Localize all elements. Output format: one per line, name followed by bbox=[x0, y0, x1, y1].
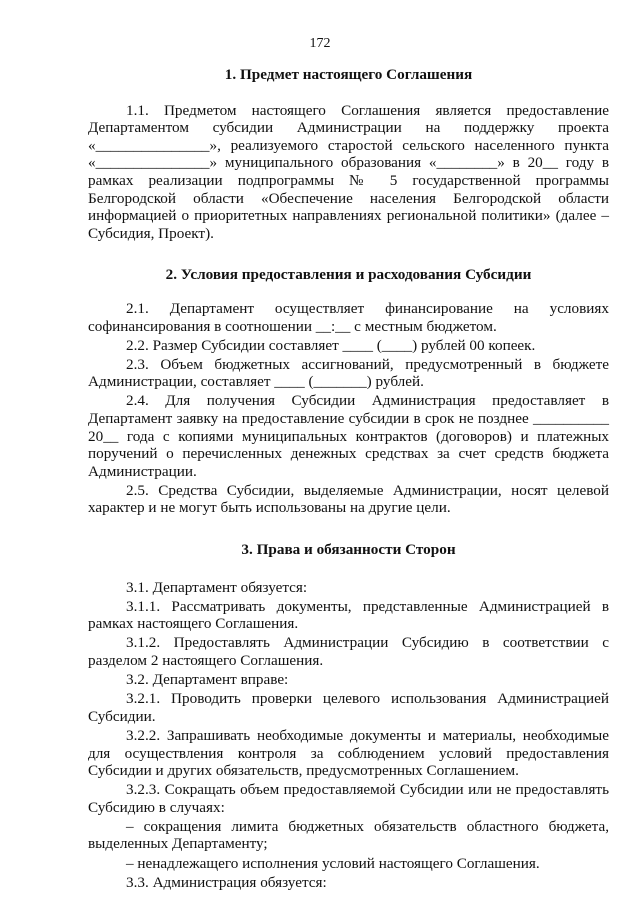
clause-3-1-1: 3.1.1. Рассматривать документы, представленные Администрацией в рамках настоящего Соглашения. bbox=[88, 597, 609, 633]
section-3-title: 3. Права и обязанности Сторон bbox=[241, 541, 456, 559]
section-2-title: 2. Условия предоставления и расходования Субсидии bbox=[165, 266, 532, 284]
clause-3-2: 3.2. Департамент вправе: bbox=[126, 671, 289, 689]
section-1-title: 1. Предмет настоящего Соглашения bbox=[224, 66, 473, 83]
clause-2-1: 2.1. Департамент осуществляет финансирование на условиях софинансирования в соотношении __:__ с местным бюджетом. bbox=[88, 299, 609, 335]
clause-3-1: 3.1. Департамент обязуется: bbox=[126, 578, 308, 596]
clause-3-2-1: 3.2.1. Проводить проверки целевого использования Администрацией Субсидии. bbox=[88, 690, 609, 725]
clause-2-2: 2.2. Размер Субсидии составляет ____ (____) рублей 00 копеек. bbox=[126, 336, 536, 354]
clause-3-3: 3.3. Администрация обязуется: bbox=[126, 873, 327, 891]
document-body bbox=[88, 66, 609, 893]
clause-3-1-2: 3.1.2. Предоставлять Администрации Субсидию в соответствии с разделом 2 настоящего Соглашения. bbox=[88, 634, 609, 670]
clause-1-1: 1.1. Предметом настоящего Соглашения является предоставление Департаментом субсидии Администрации на поддержку проекта «_______________», реализуемого старостой сельского населенного пункта «_______________» муниципального образования «________» в 20__ году в рамках реализации подпрограммы № 5 государственной программы Белгородской области «Обеспечение населения Белгородской области информацией о приоритетных направлениях региональной политики» (далее – Субсидия, Проект). bbox=[88, 101, 609, 242]
clause-2-3: 2.3. Объем бюджетных ассигнований, предусмотренный в бюджете Администрации, составляет ____ (_______) рублей. bbox=[88, 355, 609, 391]
clause-2-4: 2.4. Для получения Субсидии Администрация предоставляет в Департамент заявку на предоставление субсидии в срок не позднее __________ 20__ года с копиями муниципальных контрактов (договоров) и платежных поручений о перечисленных денежных средствах за счет средств бюджета Администрации. bbox=[88, 392, 609, 480]
list-item-improper-execution: – ненадлежащего исполнения условий настоящего Соглашения. bbox=[126, 854, 540, 872]
clause-2-5: 2.5. Средства Субсидии, выделяемые Администрации, носят целевой характер и не могут быть использованы на другие цели. bbox=[88, 481, 609, 517]
page-number: 172 bbox=[309, 36, 331, 51]
clause-3-2-2: 3.2.2. Запрашивать необходимые документы и материалы, необходимые для осуществления контроля за соблюдением условий предоставления Субсидии и других обязательств, предусмотренных Соглашением. bbox=[88, 726, 609, 780]
list-item-limit-reduction: – сокращения лимита бюджетных обязательств областного бюджета, выделенных Департаменту; bbox=[88, 817, 609, 853]
clause-3-2-3: 3.2.3. Сокращать объем предоставляемой Субсидии или не предоставлять Субсидию в случаях: bbox=[88, 781, 609, 816]
